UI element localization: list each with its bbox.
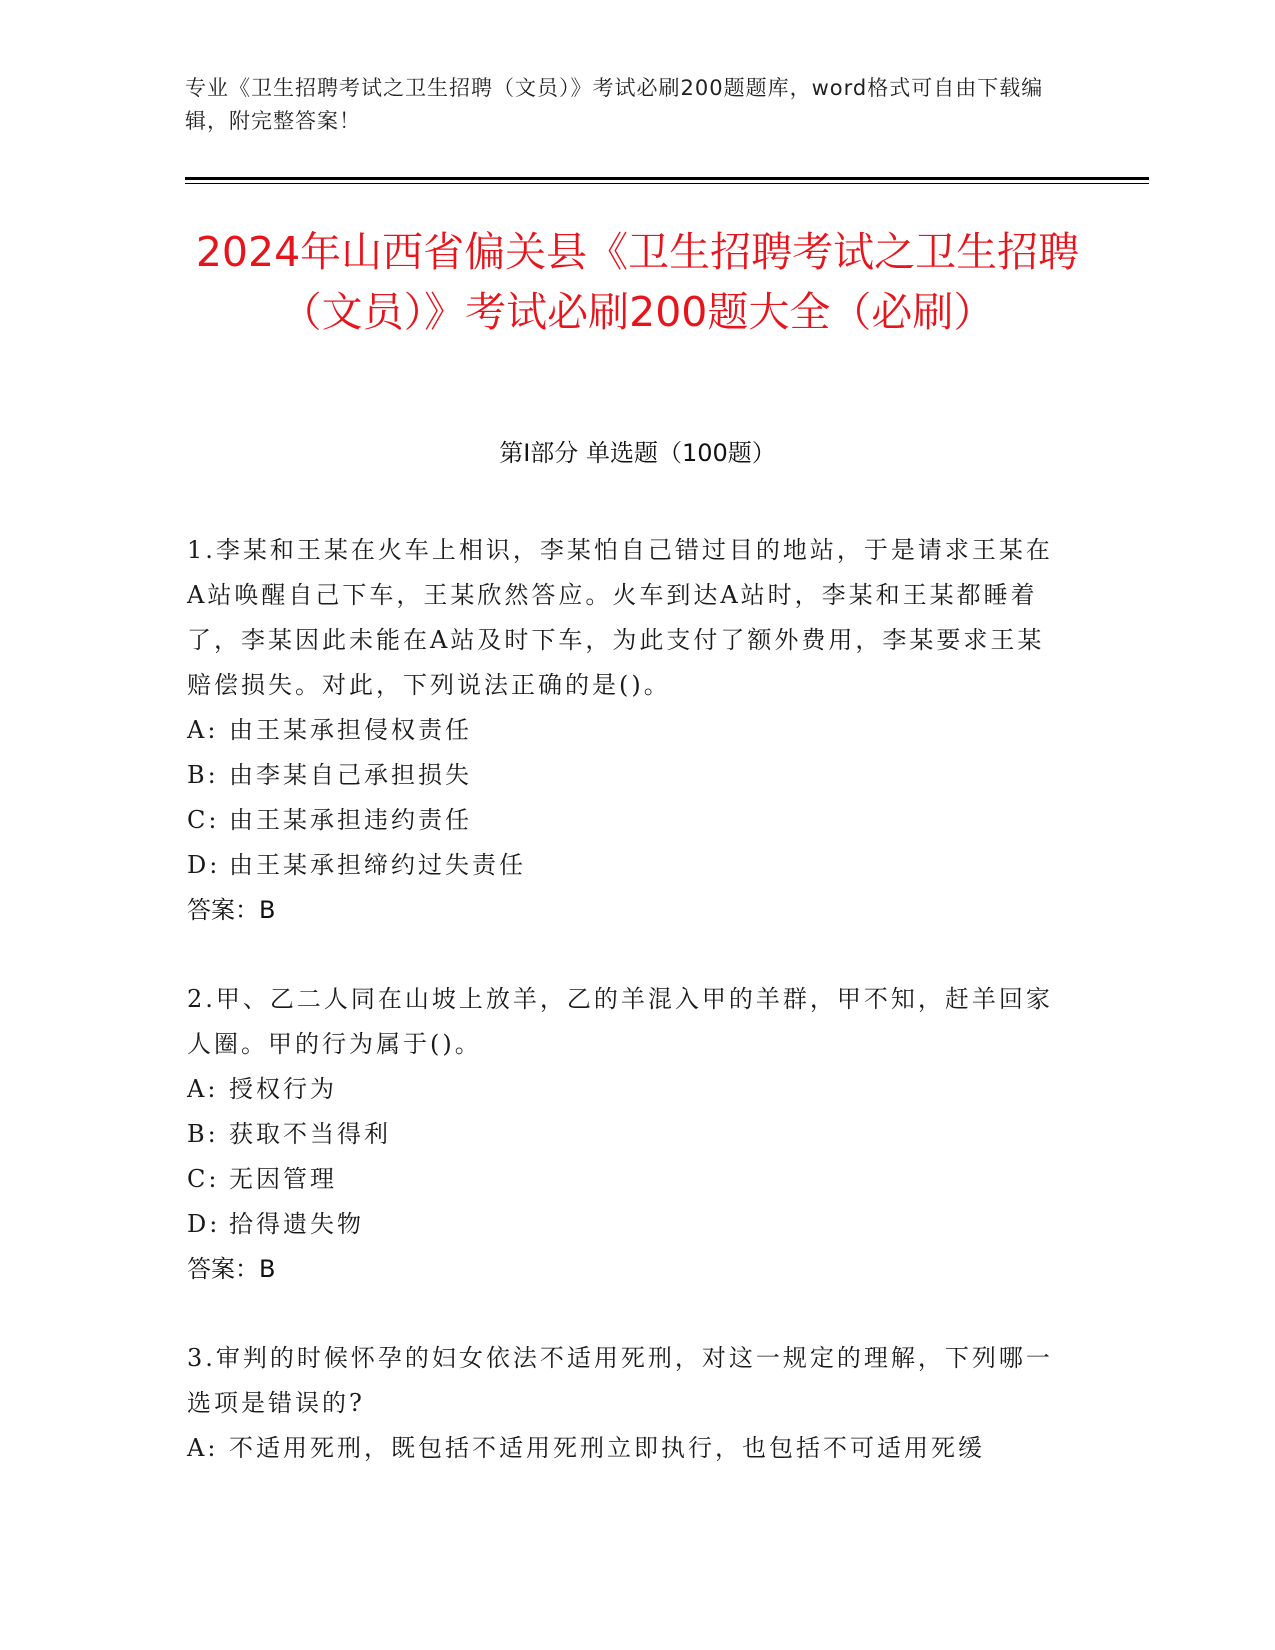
question-stem: 2.甲、乙二人同在山坡上放羊，乙的羊混入甲的羊群，甲不知，赶羊回家人圈。甲的行为属于()。: [187, 985, 1053, 1058]
option-b: [187, 1112, 1067, 1157]
question-1: [187, 528, 1067, 933]
option-a: [187, 708, 1067, 753]
document-title: 2024年山西省偏关县《卫生招聘考试之卫生招聘（文员）》考试必刷200题大全（必刷）: [195, 228, 1080, 336]
answer-line: 答案：B: [187, 1255, 276, 1283]
option-letter: A:: [187, 716, 219, 744]
header-rule-thick: [185, 177, 1149, 180]
option-letter: C:: [187, 806, 220, 834]
option-c: [187, 1157, 1067, 1202]
option-letter: A:: [187, 1075, 219, 1103]
option-letter: A:: [187, 1434, 219, 1462]
option-d: [187, 843, 1067, 888]
option-text: 由王某承担缔约过失责任: [229, 851, 526, 879]
option-text: 由王某承担侵权责任: [229, 716, 472, 744]
header-rule-thin: [185, 183, 1149, 184]
question-2: [187, 977, 1067, 1292]
option-letter: D:: [187, 851, 221, 879]
option-a: [187, 1426, 1067, 1471]
section-heading: 第Ⅰ部分 单选题（100题）: [499, 439, 776, 467]
option-text: 获取不当得利: [229, 1120, 391, 1148]
question-list: [187, 528, 1067, 1515]
option-letter: B:: [187, 1120, 219, 1148]
question-stem: 1.李某和王某在火车上相识，李某怕自己错过目的地站，于是请求王某在A站唤醒自己下车，王某欣然答应。火车到达A站时，李某和王某都睡着了，李某因此未能在A站及时下车，为此支付了额外费用，李某要求王某赔偿损失。对此，下列说法正确的是()。: [187, 536, 1053, 699]
option-a: [187, 1067, 1067, 1112]
answer-line: 答案：B: [187, 896, 276, 924]
option-c: [187, 798, 1067, 843]
question-3: [187, 1336, 1067, 1471]
option-letter: C:: [187, 1165, 220, 1193]
option-text: 不适用死刑，既包括不适用死刑立即执行，也包括不可适用死缓: [229, 1434, 985, 1462]
question-stem: 3.审判的时候怀孕的妇女依法不适用死刑，对这一规定的理解，下列哪一选项是错误的?: [187, 1344, 1053, 1417]
option-letter: B:: [187, 761, 219, 789]
option-text: 拾得遗失物: [229, 1210, 364, 1238]
option-letter: D:: [187, 1210, 221, 1238]
header-note: 专业《卫生招聘考试之卫生招聘（文员）》考试必刷200题题库，word格式可自由下载编辑，附完整答案！: [185, 76, 1044, 133]
option-text: 无因管理: [229, 1165, 337, 1193]
option-b: [187, 753, 1067, 798]
option-text: 授权行为: [229, 1075, 337, 1103]
option-d: [187, 1202, 1067, 1247]
option-text: 由李某自己承担损失: [229, 761, 472, 789]
option-text: 由王某承担违约责任: [229, 806, 472, 834]
